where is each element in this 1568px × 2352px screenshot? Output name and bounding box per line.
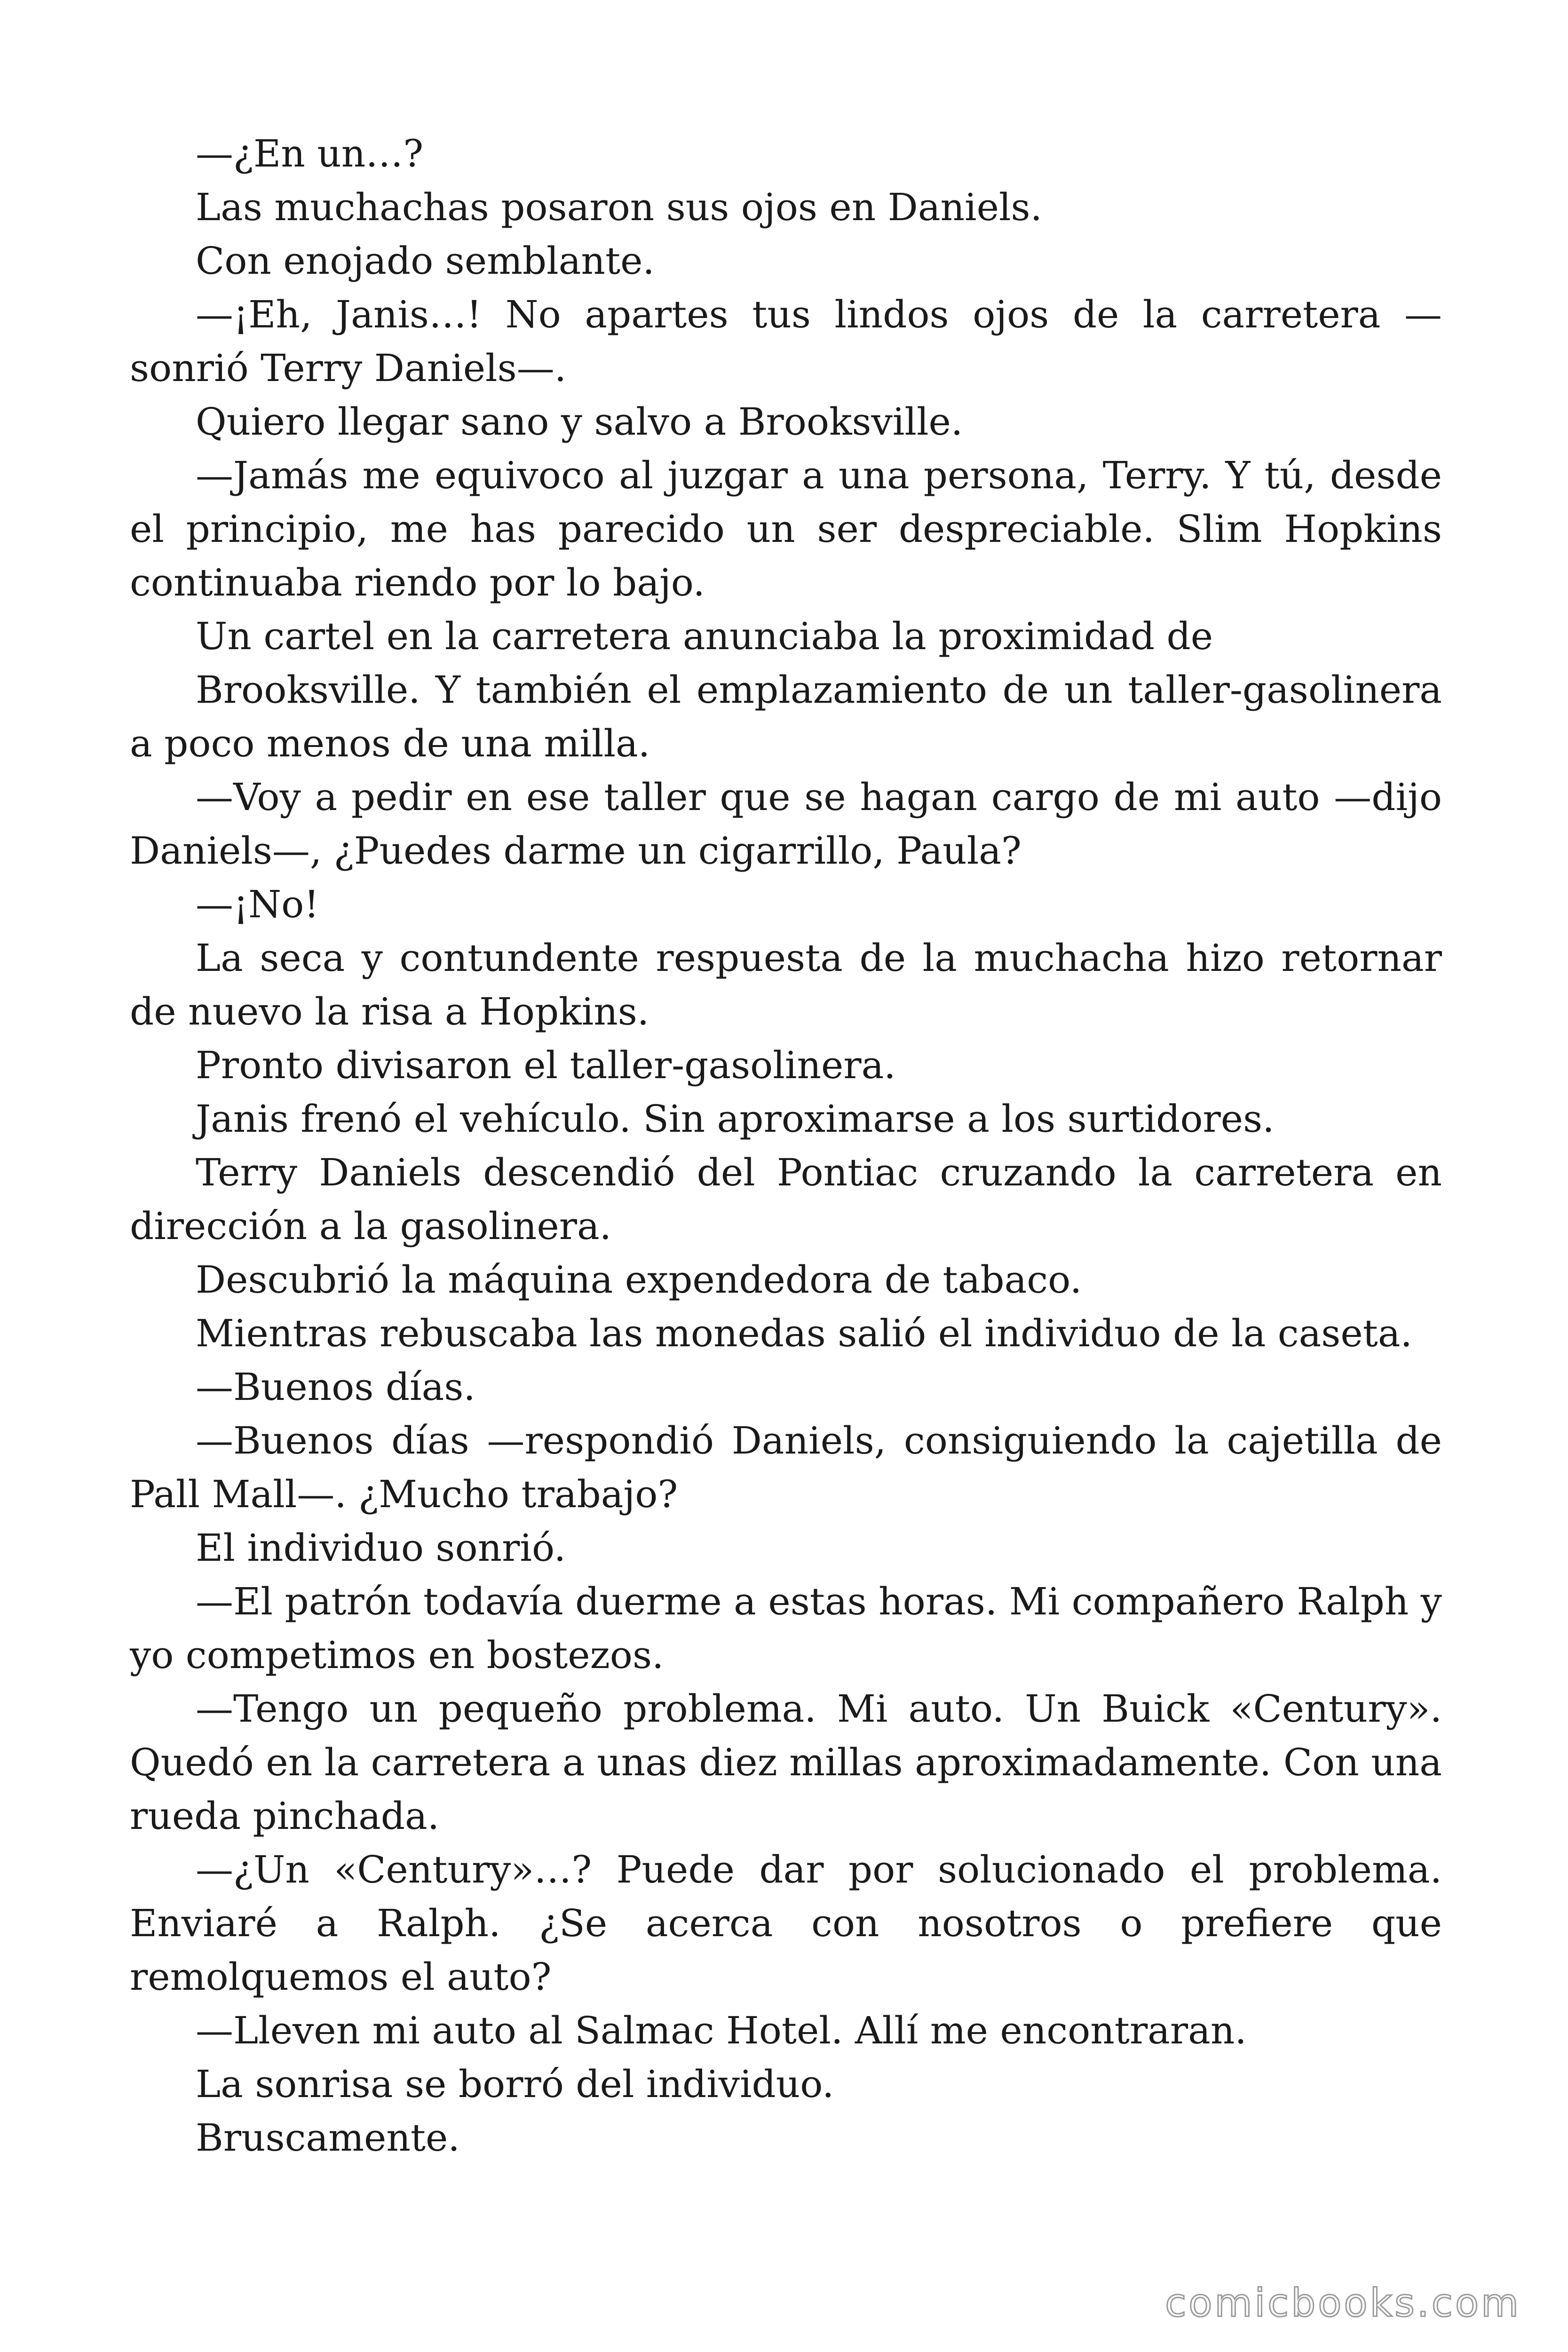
paragraph: —Voy a pedir en ese taller que se hagan cargo de mi auto —dijo Daniels—, ¿Puedes darme un cigarrillo, Paula? (130, 775, 1442, 873)
paragraph: La sonrisa se borró del individuo. (196, 2062, 834, 2106)
paragraph: —Jamás me equivoco al juzgar a una persona, Terry. Y tú, desde el principio, me has parecido un ser despreciable. Slim Hopkins continuaba riendo por lo bajo. (130, 453, 1442, 604)
paragraph: Mientras rebuscaba las monedas salió el individuo de la caseta. (196, 1311, 1412, 1355)
paragraph: —El patrón todavía duerme a estas horas. Mi compañero Ralph y yo competimos en bostezos. (130, 1580, 1442, 1677)
paragraph: —Tengo un pequeño problema. Mi auto. Un Buick «Century». Quedó en la carretera a unas diez millas aproximadamente. Con una rueda pinchada. (130, 1687, 1442, 1838)
paragraph: El individuo sonrió. (196, 1526, 566, 1570)
watermark: comicbooks.com (1165, 2281, 1521, 2326)
paragraph: Con enojado semblante. (196, 239, 655, 283)
paragraph: La seca y contundente respuesta de la muchacha hizo retornar de nuevo la risa a Hopkins. (130, 936, 1442, 1033)
paragraph: Pronto divisaron el taller-gasolinera. (196, 1043, 896, 1087)
paragraph: —Buenos días. (196, 1365, 475, 1409)
paragraph: Las muchachas posaron sus ojos en Daniels. (196, 185, 1043, 229)
paragraph: Janis frenó el vehículo. Sin aproximarse a los surtidores. (196, 1097, 1275, 1141)
body-text (130, 127, 1442, 2165)
paragraph: Un cartel en la carretera anunciaba la proximidad de (196, 614, 1213, 658)
paragraph: —Lleven mi auto al Salmac Hotel. Allí me encontraran. (196, 2009, 1247, 2052)
paragraph: Brooksville. Y también el emplazamiento de un taller-gasolinera a poco menos de una milla. (130, 668, 1442, 765)
paragraph: —¡No! (196, 882, 319, 926)
paragraph: Bruscamente. (196, 2116, 460, 2160)
paragraph: Terry Daniels descendió del Pontiac cruzando la carretera en dirección a la gasolinera. (130, 1151, 1442, 1248)
paragraph: Descubrió la máquina expendedora de tabaco. (196, 1258, 1082, 1302)
paragraph: —Buenos días —respondió Daniels, consiguiendo la cajetilla de Pall Mall—. ¿Mucho trabajo? (130, 1419, 1442, 1516)
paragraph: Quiero llegar sano y salvo a Brooksville. (196, 400, 963, 444)
paragraph: —¡Eh, Janis…! No apartes tus lindos ojos de la carretera —sonrió Terry Daniels—. (130, 293, 1442, 390)
paragraph: —¿En un…? (196, 132, 424, 175)
paragraph: —¿Un «Century»…? Puede dar por solucionado el problema. Enviaré a Ralph. ¿Se acerca con nosotros o prefiere que remolquemos el auto? (130, 1848, 1442, 1999)
